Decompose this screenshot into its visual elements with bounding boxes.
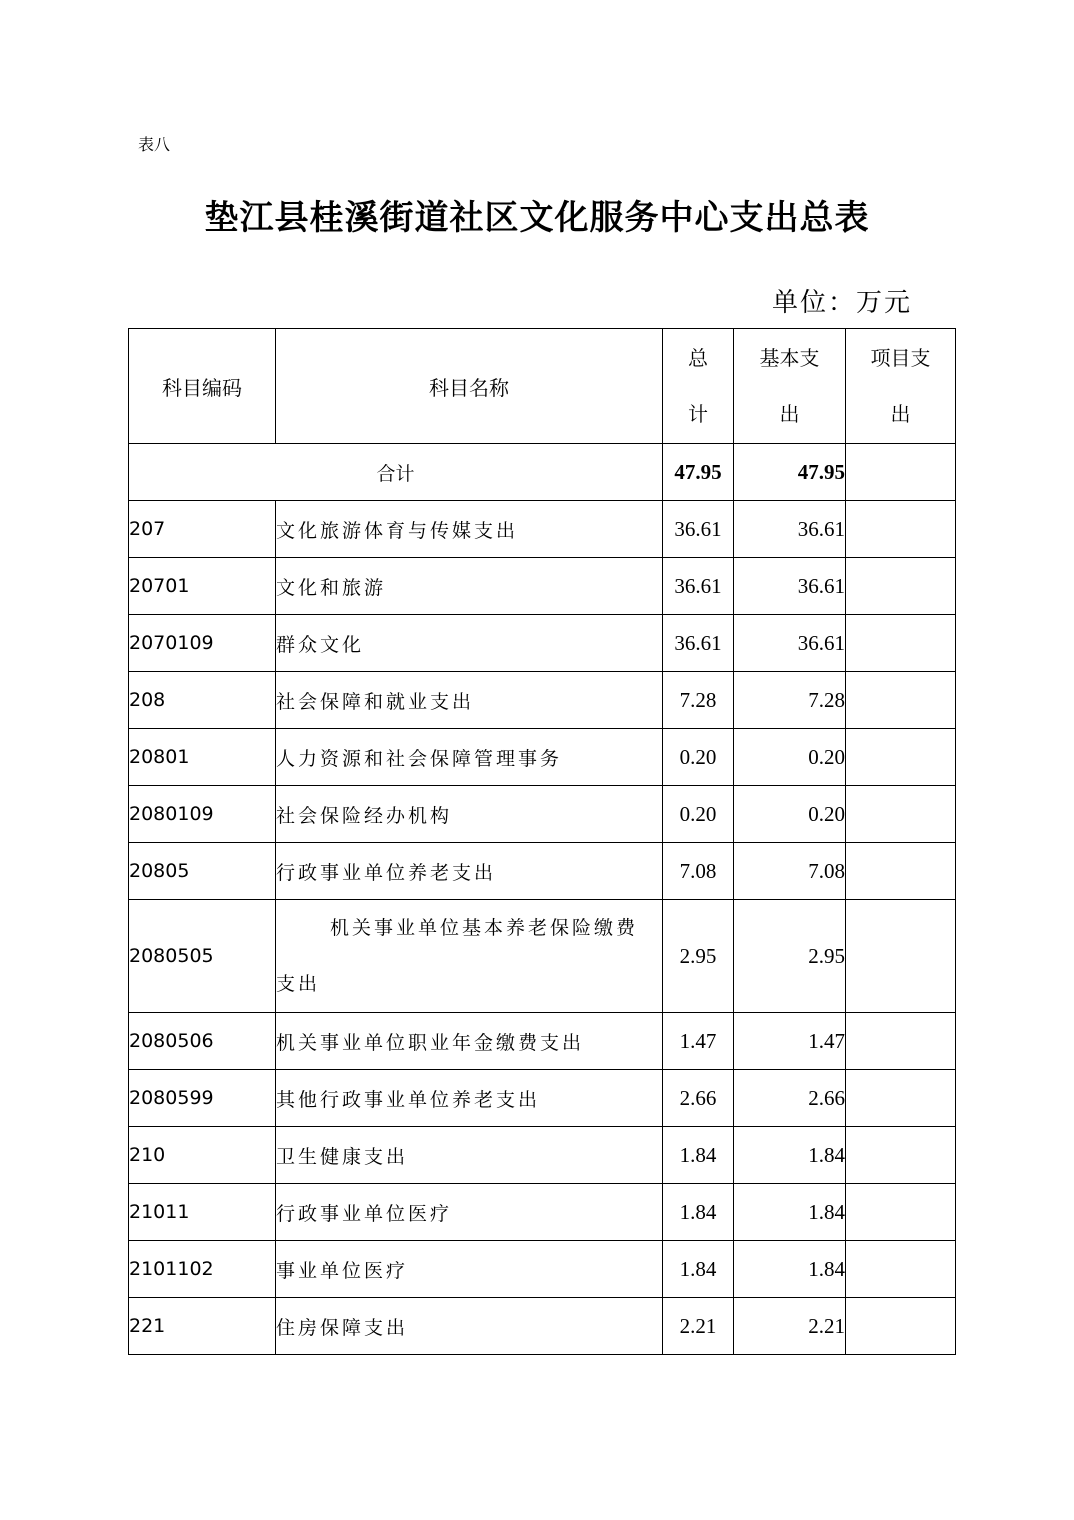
header-basic-line2: 出	[779, 402, 800, 426]
row-basic: 36.61	[734, 615, 846, 672]
summary-row	[129, 444, 956, 501]
row-basic: 1.84	[734, 1184, 846, 1241]
table-row	[129, 786, 956, 843]
row-basic: 1.84	[734, 1241, 846, 1298]
header-basic-line1: 基本支	[759, 346, 820, 370]
row-project	[846, 501, 956, 558]
row-name: 机关事业单位职业年金缴费支出	[276, 1013, 663, 1070]
row-total: 1.84	[663, 1184, 734, 1241]
row-basic: 2.66	[734, 1070, 846, 1127]
row-name: 社会保障和就业支出	[276, 672, 663, 729]
row-project	[846, 1241, 956, 1298]
row-code: 20801	[129, 729, 276, 786]
row-name: 文化和旅游	[276, 558, 663, 615]
row-basic: 1.47	[734, 1013, 846, 1070]
unit-label: 单位：万元	[771, 288, 912, 318]
table-row	[129, 558, 956, 615]
row-project	[846, 672, 956, 729]
row-code: 20805	[129, 843, 276, 900]
row-project	[846, 1013, 956, 1070]
table-row	[129, 1070, 956, 1127]
row-project	[846, 843, 956, 900]
summary-basic: 47.95	[734, 444, 846, 501]
header-project-line1: 项目支	[870, 346, 931, 370]
row-code: 208	[129, 672, 276, 729]
table-row	[129, 729, 956, 786]
row-code: 20701	[129, 558, 276, 615]
table-row	[129, 843, 956, 900]
row-basic: 7.08	[734, 843, 846, 900]
table-row	[129, 900, 956, 1013]
row-total: 0.20	[663, 729, 734, 786]
row-code: 221	[129, 1298, 276, 1355]
table-row	[129, 501, 956, 558]
summary-total: 47.95	[663, 444, 734, 501]
row-total: 2.21	[663, 1298, 734, 1355]
row-total: 0.20	[663, 786, 734, 843]
header-project	[846, 329, 956, 444]
row-code: 2080109	[129, 786, 276, 843]
table-row	[129, 1127, 956, 1184]
row-project	[846, 558, 956, 615]
document-title: 垫江县桂溪街道社区文化服务中心支出总表	[204, 198, 870, 238]
table-row	[129, 672, 956, 729]
row-project	[846, 1184, 956, 1241]
row-total: 7.08	[663, 843, 734, 900]
row-basic: 0.20	[734, 786, 846, 843]
header-basic	[734, 329, 846, 444]
table-row	[129, 615, 956, 672]
row-name: 住房保障支出	[276, 1298, 663, 1355]
row-name: 文化旅游体育与传媒支出	[276, 501, 663, 558]
expenditure-table	[128, 328, 956, 1355]
row-project	[846, 615, 956, 672]
row-code: 2080599	[129, 1070, 276, 1127]
table-row	[129, 1298, 956, 1355]
row-project	[846, 900, 956, 1013]
header-name: 科目名称	[276, 329, 663, 444]
row-code: 210	[129, 1127, 276, 1184]
row-total: 1.84	[663, 1127, 734, 1184]
row-basic: 7.28	[734, 672, 846, 729]
row-basic: 36.61	[734, 558, 846, 615]
table-row	[129, 1184, 956, 1241]
row-total: 36.61	[663, 501, 734, 558]
row-name: 卫生健康支出	[276, 1127, 663, 1184]
row-name: 行政事业单位医疗	[276, 1184, 663, 1241]
row-project	[846, 729, 956, 786]
row-name: 行政事业单位养老支出	[276, 843, 663, 900]
header-total-line1: 总	[688, 346, 708, 370]
row-project	[846, 1298, 956, 1355]
summary-project	[846, 444, 956, 501]
table-row	[129, 1241, 956, 1298]
row-code: 2080506	[129, 1013, 276, 1070]
row-basic: 2.95	[734, 900, 846, 1013]
row-total: 36.61	[663, 615, 734, 672]
row-total: 1.47	[663, 1013, 734, 1070]
row-project	[846, 786, 956, 843]
row-basic: 36.61	[734, 501, 846, 558]
row-code: 2080505	[129, 900, 276, 1013]
document-label: 表八	[138, 135, 171, 154]
header-row	[129, 329, 956, 444]
row-name-line1: 机关事业单位基本养老保险缴费	[330, 917, 639, 939]
row-total: 2.95	[663, 900, 734, 1013]
row-basic: 2.21	[734, 1298, 846, 1355]
row-project	[846, 1127, 956, 1184]
row-name: 人力资源和社会保障管理事务	[276, 729, 663, 786]
row-project	[846, 1070, 956, 1127]
header-project-line2: 出	[890, 402, 911, 426]
row-total: 1.84	[663, 1241, 734, 1298]
header-total	[663, 329, 734, 444]
row-name: 社会保险经办机构	[276, 786, 663, 843]
row-total: 7.28	[663, 672, 734, 729]
row-basic: 1.84	[734, 1127, 846, 1184]
row-name-line2: 支出	[276, 973, 321, 995]
table-row	[129, 1013, 956, 1070]
row-code: 207	[129, 501, 276, 558]
row-total: 2.66	[663, 1070, 734, 1127]
header-total-line2: 计	[688, 402, 708, 426]
row-total: 36.61	[663, 558, 734, 615]
summary-label: 合计	[129, 444, 663, 501]
row-name: 事业单位医疗	[276, 1241, 663, 1298]
row-name: 群众文化	[276, 615, 663, 672]
row-name	[276, 900, 663, 1013]
row-basic: 0.20	[734, 729, 846, 786]
row-code: 21011	[129, 1184, 276, 1241]
row-name: 其他行政事业单位养老支出	[276, 1070, 663, 1127]
row-code: 2101102	[129, 1241, 276, 1298]
row-code: 2070109	[129, 615, 276, 672]
header-code: 科目编码	[129, 329, 276, 444]
